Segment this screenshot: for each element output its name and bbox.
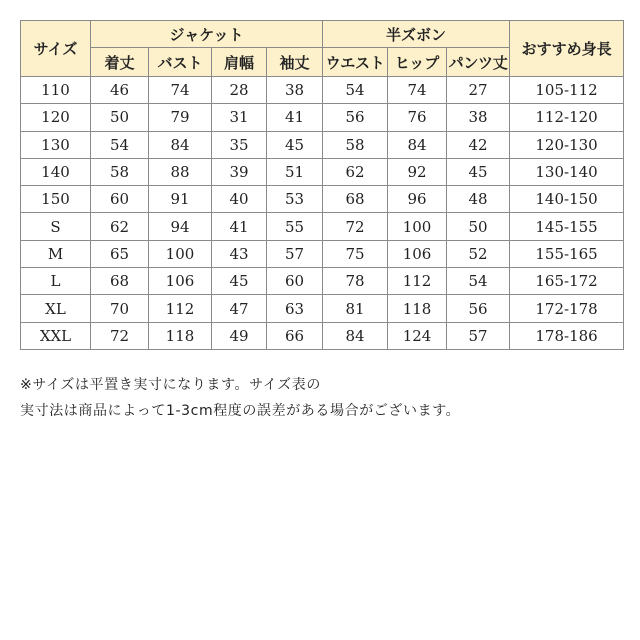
table-row <box>21 322 624 349</box>
waist-cell: 78 <box>323 268 388 295</box>
bust-cell: 91 <box>149 186 212 213</box>
table-row <box>21 158 624 185</box>
shoulder-cell: 47 <box>212 295 267 322</box>
sleeve-cell: 51 <box>267 158 323 185</box>
sleeve-cell: 57 <box>267 240 323 267</box>
recommended-height-cell: 105-112 <box>510 77 624 104</box>
hip-cell: 74 <box>388 77 447 104</box>
pants-length-cell: 57 <box>447 322 510 349</box>
table-row <box>21 104 624 131</box>
bust-cell: 88 <box>149 158 212 185</box>
hip-cell: 76 <box>388 104 447 131</box>
table-row <box>21 295 624 322</box>
recommended-height-cell: 165-172 <box>510 268 624 295</box>
sleeve-cell: 55 <box>267 213 323 240</box>
shoulder-cell: 45 <box>212 268 267 295</box>
length-cell: 46 <box>91 77 149 104</box>
waist-cell: 84 <box>323 322 388 349</box>
length-cell: 70 <box>91 295 149 322</box>
recommended-height-cell: 130-140 <box>510 158 624 185</box>
bust-cell: 100 <box>149 240 212 267</box>
recommended-height-cell: 112-120 <box>510 104 624 131</box>
size-chart-table <box>20 20 624 350</box>
size-cell: 150 <box>21 186 91 213</box>
shorts-group-header: 半ズボン <box>323 21 510 48</box>
length-cell: 62 <box>91 213 149 240</box>
note-line-2: 実寸法は商品によって1-3cm程度の誤差がある場合がございます。 <box>20 403 461 419</box>
column-header-length: 着丈 <box>91 48 149 77</box>
sleeve-cell: 60 <box>267 268 323 295</box>
bust-cell: 106 <box>149 268 212 295</box>
column-header-shoulder: 肩幅 <box>212 48 267 77</box>
size-table-body <box>21 77 624 350</box>
size-cell: 120 <box>21 104 91 131</box>
table-row <box>21 131 624 158</box>
shoulder-cell: 31 <box>212 104 267 131</box>
hip-cell: 106 <box>388 240 447 267</box>
pants-length-cell: 42 <box>447 131 510 158</box>
size-cell: 110 <box>21 77 91 104</box>
column-header-waist: ウエスト <box>323 48 388 77</box>
waist-cell: 62 <box>323 158 388 185</box>
recommended-height-cell: 178-186 <box>510 322 624 349</box>
bust-cell: 112 <box>149 295 212 322</box>
sleeve-cell: 38 <box>267 77 323 104</box>
hip-cell: 112 <box>388 268 447 295</box>
sleeve-cell: 53 <box>267 186 323 213</box>
waist-cell: 75 <box>323 240 388 267</box>
length-cell: 54 <box>91 131 149 158</box>
size-cell: XL <box>21 295 91 322</box>
pants-length-cell: 27 <box>447 77 510 104</box>
length-cell: 58 <box>91 158 149 185</box>
length-cell: 60 <box>91 186 149 213</box>
waist-cell: 81 <box>323 295 388 322</box>
recommended-height-cell: 145-155 <box>510 213 624 240</box>
size-cell: 130 <box>21 131 91 158</box>
shoulder-cell: 28 <box>212 77 267 104</box>
shoulder-cell: 39 <box>212 158 267 185</box>
hip-cell: 84 <box>388 131 447 158</box>
table-row <box>21 77 624 104</box>
bust-cell: 74 <box>149 77 212 104</box>
hip-cell: 100 <box>388 213 447 240</box>
table-row <box>21 240 624 267</box>
waist-cell: 56 <box>323 104 388 131</box>
hip-cell: 92 <box>388 158 447 185</box>
column-header-pants-length: パンツ丈 <box>447 48 510 77</box>
size-cell: L <box>21 268 91 295</box>
length-cell: 72 <box>91 322 149 349</box>
jacket-group-header: ジャケット <box>91 21 323 48</box>
recommended-height-cell: 140-150 <box>510 186 624 213</box>
shoulder-cell: 41 <box>212 213 267 240</box>
bust-cell: 84 <box>149 131 212 158</box>
recommended-height-cell: 155-165 <box>510 240 624 267</box>
size-cell: 140 <box>21 158 91 185</box>
hip-cell: 118 <box>388 295 447 322</box>
column-header-bust: バスト <box>149 48 212 77</box>
bust-cell: 79 <box>149 104 212 131</box>
note-line-1: ※サイズは平置き実寸になります。サイズ表の <box>20 377 321 393</box>
recommended-height-header: おすすめ身長 <box>510 21 624 77</box>
length-cell: 68 <box>91 268 149 295</box>
bust-cell: 118 <box>149 322 212 349</box>
size-cell: S <box>21 213 91 240</box>
bust-cell: 94 <box>149 213 212 240</box>
length-cell: 50 <box>91 104 149 131</box>
shoulder-cell: 40 <box>212 186 267 213</box>
pants-length-cell: 50 <box>447 213 510 240</box>
sleeve-cell: 66 <box>267 322 323 349</box>
pants-length-cell: 45 <box>447 158 510 185</box>
table-row <box>21 186 624 213</box>
pants-length-cell: 56 <box>447 295 510 322</box>
column-header-hip: ヒップ <box>388 48 447 77</box>
size-cell: XXL <box>21 322 91 349</box>
table-row <box>21 268 624 295</box>
hip-cell: 96 <box>388 186 447 213</box>
size-cell: M <box>21 240 91 267</box>
length-cell: 65 <box>91 240 149 267</box>
column-header-sleeve: 袖丈 <box>267 48 323 77</box>
shoulder-cell: 43 <box>212 240 267 267</box>
size-header: サイズ <box>21 21 91 77</box>
pants-length-cell: 52 <box>447 240 510 267</box>
hip-cell: 124 <box>388 322 447 349</box>
table-row <box>21 213 624 240</box>
shoulder-cell: 49 <box>212 322 267 349</box>
waist-cell: 68 <box>323 186 388 213</box>
waist-cell: 54 <box>323 77 388 104</box>
sleeve-cell: 63 <box>267 295 323 322</box>
sleeve-cell: 45 <box>267 131 323 158</box>
recommended-height-cell: 120-130 <box>510 131 624 158</box>
pants-length-cell: 48 <box>447 186 510 213</box>
waist-cell: 58 <box>323 131 388 158</box>
pants-length-cell: 38 <box>447 104 510 131</box>
pants-length-cell: 54 <box>447 268 510 295</box>
shoulder-cell: 35 <box>212 131 267 158</box>
recommended-height-cell: 172-178 <box>510 295 624 322</box>
waist-cell: 72 <box>323 213 388 240</box>
sleeve-cell: 41 <box>267 104 323 131</box>
